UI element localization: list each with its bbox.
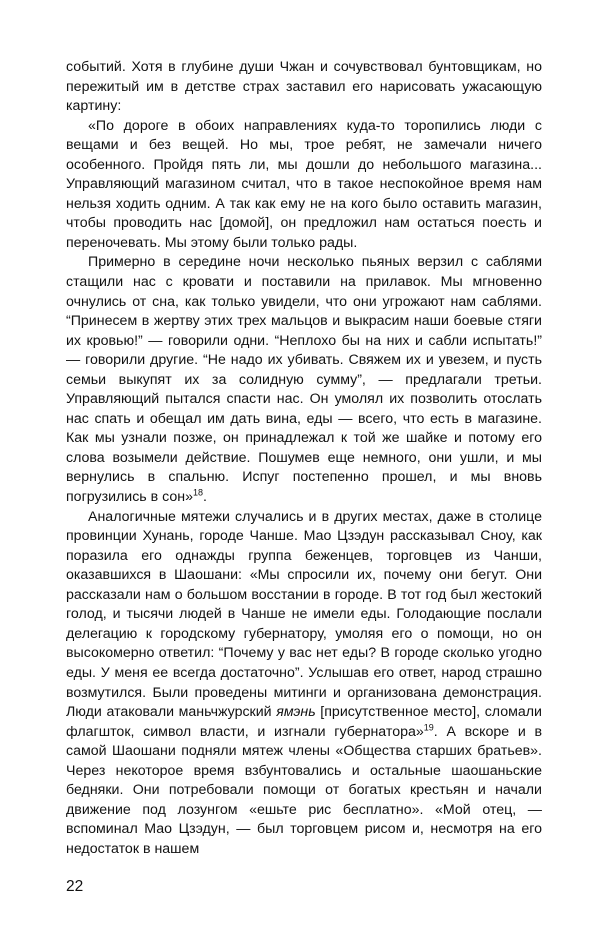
paragraph-4-text-1: Аналогичные мятежи случались и в других местах, даже в столице провинции Хунань, городе Чанше. Мао Цзэдун рассказывал Сноу, как поразила его однажды группа беженцев, торговцев из Чанши, оказавшихся в Шаошани: «Мы спросили их, почему они бегут. Они рассказали нам о большом восстании в городе. В тот год был жестокий голод, и тысячи людей в Чанше не имели еды. Голодающие послали делегацию к городскому губернатору, умоляя его о помощи, но он высокомерно ответил: “Почему у вас нет еды? В городе сколько угодно еды. У меня ее всегда достаточно”. Услышав его ответ, народ страшно возмутился. Были проведены митинги и организована демонстрация. Люди атаковали маньчжурский <box>66 508 542 721</box>
footnote-ref-18: 18 <box>192 487 203 498</box>
paragraph-2-text-1: «По дороге в обоих направлениях куда-то торопились люди с вещами и без вещей. Но мы, трое ребят, не замечали ничего особенного. Пройдя пять ли, мы дошли до небольшого магазина... Управляющий магазином считал, что в такое неспокойное время нам нельзя ходить одним. А так как ему не на кого было оставить магазин, чтобы проводить нас [домой], он предложил нам остаться поесть и переночевать. Мы этому были только рады. <box>66 117 542 251</box>
paragraph-3-text-1: Примерно в середине ночи несколько пьяных верзил с саблями стащили нас с кровати и поставили на прилавок. Мы мгновенно очнулись от сна, как только увидели, что они угрожают нам саблями. “Принесем в жертву этих трех мальцов и выкрасим наши боевые стяги их кровью!” — говорили одни. “Неплохо бы на них и сабли испытать!” — говорили другие. “Не надо их убивать. Свяжем их и увезем, и пусть семьи выкупят их за солидную сумму”, — предлагали третьи. Управляющий пытался спасти нас. Он умолял их позволить отослать нас спать и обещал им дать вина, еды — всего, что есть в магазине. Как мы узнали позже, он принадлежал к той же шайке и потому его слова возымели действие. Пошумев еще немного, они ушли, и мы вернулись в спальню. Испуг постепенно прошел, и мы вновь погрузились в сон» <box>66 254 542 506</box>
page-number: 22 <box>66 878 84 895</box>
paragraph-1-text-1: событий. Хотя в глубине души Чжан и сочувствовал бунтовщикам, но пережитый им в детстве страх заставил его нарисовать ужасающую картину: <box>66 59 542 115</box>
paragraph-1 <box>66 58 542 117</box>
italic-term-yamen: ямэнь <box>276 704 316 721</box>
paragraph-3-text-2: . <box>203 489 207 506</box>
paragraph-4-text-3: . А вскоре и в самой Шаошани подняли мятеж члены «Общества старших братьев». Через некоторое время взбунтовались и остальные шаошаньские бедняки. Они потребовали помощи от богатых крестьян и начали движение под лозунгом «ешьте рис бесплатно». «Мой отец, — вспоминал Мао Цзэдун, — был торговцем рисом и, несмотря на его недостаток в нашем <box>66 723 542 857</box>
body-text <box>66 58 542 859</box>
paragraph-3 <box>66 253 542 507</box>
footnote-ref-19: 19 <box>423 721 434 732</box>
paragraph-4 <box>66 508 542 860</box>
paragraph-4-text-2: [присутственное место], сломали флагшток, символ власти, и изгнали губернатора» <box>66 704 542 740</box>
paragraph-2 <box>66 117 542 254</box>
